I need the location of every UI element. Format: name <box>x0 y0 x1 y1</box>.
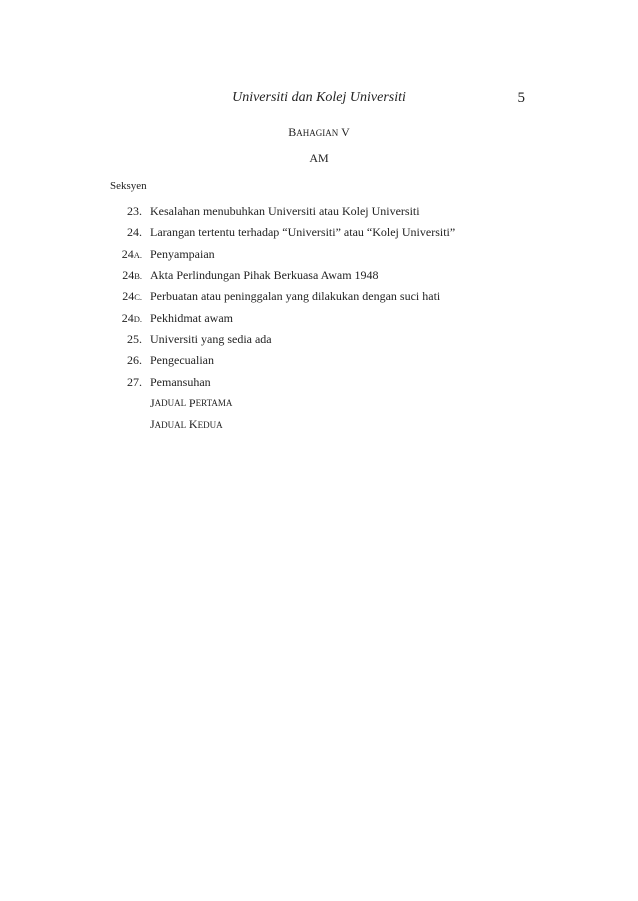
section-number: 26. <box>127 353 142 368</box>
toc-row <box>110 201 530 222</box>
section-number: 24B. <box>122 268 142 283</box>
section-title: Universiti yang sedia ada <box>150 331 272 346</box>
section-number: 23. <box>127 204 142 219</box>
toc-row <box>110 371 530 392</box>
table-of-contents <box>110 201 530 435</box>
toc-row <box>110 244 530 265</box>
part-heading-initial: B <box>288 125 297 139</box>
part-heading <box>0 124 638 141</box>
part-heading-numeral: V <box>338 125 350 139</box>
section-title: Penyampaian <box>150 246 215 261</box>
section-number: 24C. <box>122 289 142 304</box>
section-title: Pengecualian <box>150 353 214 368</box>
section-title: Akta Perlindungan Pihak Berkuasa Awam 1948 <box>150 268 379 283</box>
section-title: Pekhidmat awam <box>150 310 233 325</box>
section-title: Perbuatan atau peninggalan yang dilakukan dengan suci hati <box>150 289 441 304</box>
toc-row <box>110 350 530 371</box>
toc-row <box>110 265 530 286</box>
section-number: 24A. <box>121 246 142 261</box>
part-title: AM <box>309 151 329 165</box>
toc-row <box>110 307 530 328</box>
part-heading-rest: AHAGIAN <box>296 128 339 138</box>
schedule-first: J ADUAL P ERTAMA <box>150 395 233 410</box>
toc-row <box>110 286 530 307</box>
running-header <box>0 88 638 108</box>
toc-row <box>110 329 530 350</box>
schedule-second: J ADUAL K EDUA <box>150 417 223 432</box>
section-title: Larangan tertentu terhadap “Universiti” atau “Kolej Universiti” <box>150 225 456 240</box>
section-label: Seksyen <box>110 180 147 192</box>
section-title: Kesalahan menubuhkan Universiti atau Kolej Universiti <box>150 204 420 219</box>
section-number: 25. <box>127 331 142 346</box>
section-number: 24D. <box>121 310 142 325</box>
toc-row <box>110 222 530 243</box>
section-title: Pemansuhan <box>150 374 211 389</box>
running-title: Universiti dan Kolej Universiti <box>232 90 406 105</box>
page-number: 5 <box>517 90 525 106</box>
section-number: 24. <box>127 225 142 240</box>
section-number: 27. <box>127 374 142 389</box>
